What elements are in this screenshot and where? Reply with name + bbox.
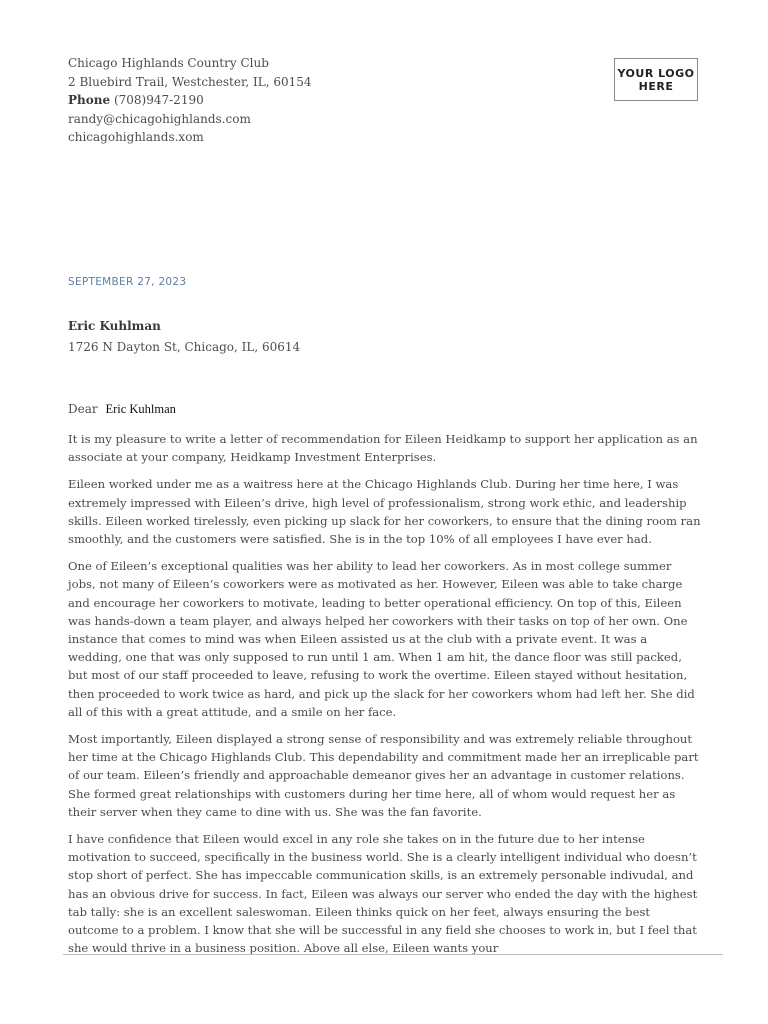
body-paragraph: Eileen worked under me as a waitress here at the Chicago Highlands Club. During her time here, I was extremely impressed with Eileen’s drive, high level of professionalism, strong work ethic, and leadership skills. Eileen worked tirelessly, even picking up slack for her coworkers, to ensure that the dining room ran smoothly, and the customers were satisfied. She is in the top 10% of all employees I have ever had. — [68, 477, 701, 547]
body-paragraph: It is my pleasure to write a letter of recommendation for Eileen Heidkamp to support her application as an associate at your company, Heidkamp Investment Enterprises. — [68, 432, 698, 465]
sender-organization: Chicago Highlands Country Club — [68, 56, 269, 70]
recipient-name: Eric Kuhlman — [68, 319, 161, 333]
letter-date: SEPTEMBER 27, 2023 — [68, 276, 187, 288]
body-paragraph: Most importantly, Eileen displayed a strong sense of responsibility and was extremely reliable throughout her time at the Chicago Highlands Club. This dependability and commitment made her an irreplicable part of our team. Eileen’s friendly and approachable demeanor gives her an advantage in customer relations. She formed great relationships with customers during her time here, all of whom would request her as their server when they came to dine with us. She was the fan favorite. — [68, 732, 699, 819]
letter-body — [68, 430, 702, 966]
footer-divider — [63, 954, 723, 955]
sender-block — [68, 54, 312, 147]
logo-placeholder: YOUR LOGO HERE — [614, 58, 698, 101]
greeting-salutation: Dear — [68, 402, 98, 416]
sender-email: randy@chicagohighlands.com — [68, 111, 251, 126]
sender-website: chicagohighlands.xom — [68, 130, 204, 144]
body-paragraph: I have confidence that Eileen would excel in any role she takes on in the future due to her intense motivation to succeed, specifically in the business world. She is a clearly intelligent individual who doesn’t stop short of perfect. She has impeccable communication skills, is an extremely personable indivudal, and has an obvious drive for success. In fact, Eileen was always our server who ended the day with the highest tab tally: she is an excellent saleswoman. Eileen thinks quick on her feet, always ensuring the best outcome to a problem. I know that she will be successful in any field she chooses to work in, but I feel that she would thrive in a business position. Above all else, Eileen wants your — [68, 832, 698, 956]
sender-phone-line — [68, 91, 312, 110]
recipient-address: 1726 N Dayton St, Chicago, IL, 60614 — [68, 340, 301, 354]
sender-address: 2 Bluebird Trail, Westchester, IL, 60154 — [68, 74, 312, 89]
phone-label: Phone — [68, 93, 111, 107]
body-paragraph: One of Eileen’s exceptional qualities was her ability to lead her coworkers. As in most college summer jobs, not many of Eileen’s coworkers were as motivated as her. However, Eileen was able to take charge and encourage her coworkers to motivate, leading to better operational efficiency. On top of this, Eileen was hands-down a team player, and always helped her coworkers with their tasks on top of her own. One instance that comes to mind was when Eileen assisted us at the club with a private event. It was a wedding, one that was only supposed to run until 1 am. When 1 am hit, the dance floor was still packed, but most of our staff proceeded to leave, refusing to work the overtime. Eileen stayed without hesitation, then proceeded to work twice as hard, and pick up the slack for her coworkers whom had left her. She did all of this with a great attitude, and a smile on her face. — [68, 559, 695, 719]
greeting-name: Eric Kuhlman — [105, 402, 176, 416]
greeting-line — [68, 402, 176, 417]
recipient-block — [68, 316, 300, 358]
sender-phone: (708)947-2190 — [113, 93, 204, 107]
